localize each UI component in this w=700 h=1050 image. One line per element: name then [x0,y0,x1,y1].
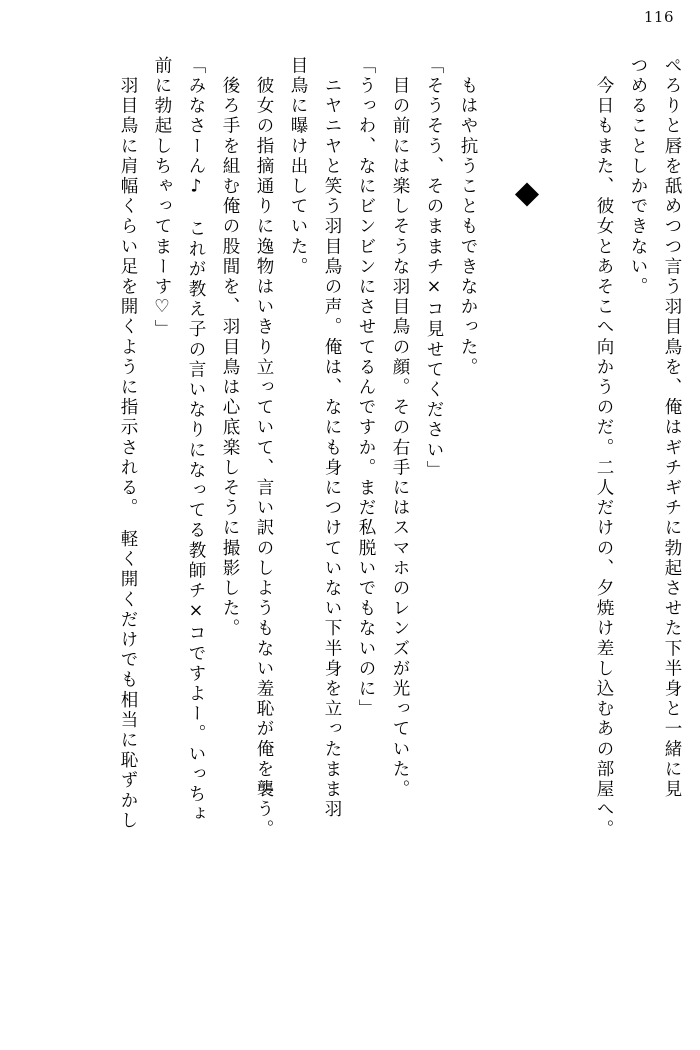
page-number: 116 [643,8,674,26]
text-column: 羽目鳥に肩幅くらい足を開くように指示される。 軽く開くだけでも相当に恥ずかし [118,56,138,832]
text-column-spacer [544,56,578,1020]
text-column: もはや抗うこともできなかった。 [458,56,478,378]
text-column: つめることしかできない。 [628,56,648,298]
text-column: 「そうそう、そのままチ×コ見せてください」 [424,56,444,481]
text-column: ぺろりと唇を舐めつつ言う羽目鳥を、俺はギチギチに勃起させた下半身と一緒に見 [662,56,682,800]
text-column: 後ろ手を組む俺の股間を、羽目鳥は心底楽しそうに撮影した。 [220,56,240,639]
diamond-icon [515,182,539,206]
text-column: 「みなさーん♪ これが教え子の言いなりになってる教師チ×コですよー。いっちょ [186,56,206,825]
text-column: 今日もまた、彼女とあそこへ向かうのだ。二人だけの、夕焼け差し込むあの部屋へ。 [594,56,614,840]
text-column: 目の前には楽しそうな羽目鳥の顔。その右手にはスマホのレンズが光っていた。 [390,56,410,800]
section-break-ornament [510,56,544,1020]
text-column: 目鳥に曝け出していた。 [288,56,308,278]
text-column: 彼女の指摘通りに逸物はいきり立っていて、言い訳のしようもない羞恥が俺を襲う。 [254,56,274,840]
vertical-text-body [28,56,680,1020]
text-column: 前に勃起しちゃってまーす♡」 [152,56,172,340]
text-column-spacer [476,56,510,1020]
text-column: ニヤニヤと笑う羽目鳥の声。俺は、なにも身につけていない下半身を立ったまま羽 [322,56,342,820]
text-column: 「うっわ、なにビンビンにさせてるんですか。まだ私脱いでもないのに」 [356,56,376,720]
